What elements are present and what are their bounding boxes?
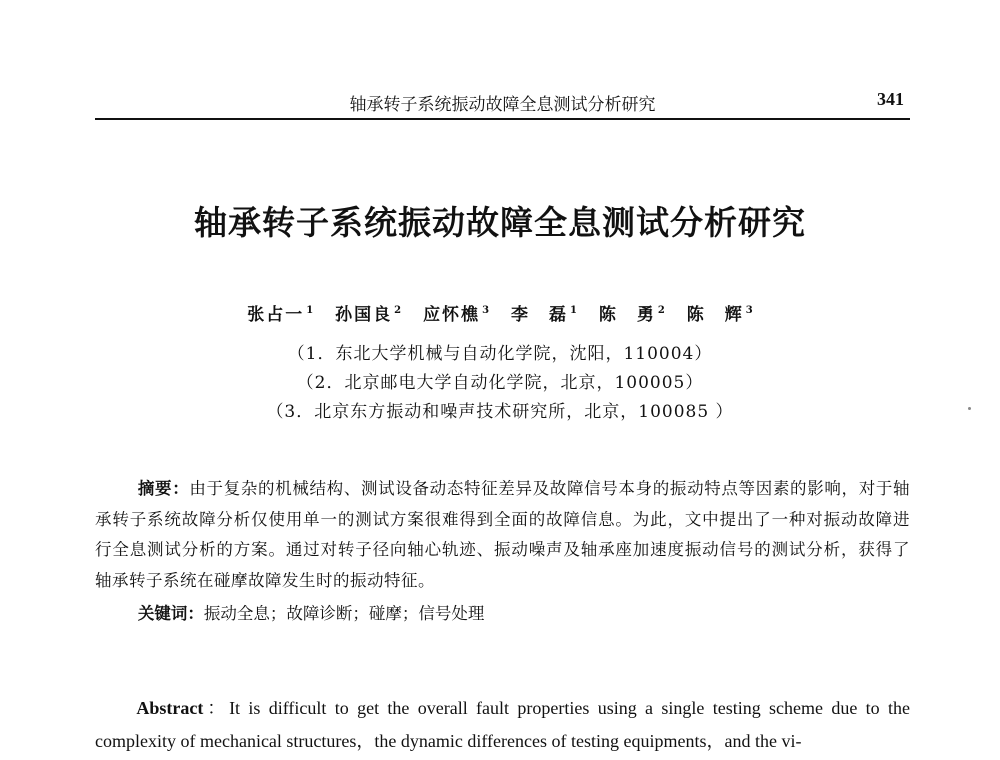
paper-title: 轴承转子系统振动故障全息测试分析研究 [194, 203, 806, 242]
author [335, 305, 401, 325]
author [423, 305, 489, 325]
affiliation-1: （1．东北大学机械与自动化学院，沈阳，110004） [287, 344, 713, 364]
author [247, 305, 313, 325]
author-name: 应怀樵 [423, 305, 481, 325]
abstract-en-separator: ： [203, 698, 230, 718]
chinese-abstract [95, 474, 910, 596]
keywords-cn-text: 振动全息；故障诊断；碰摩；信号处理 [203, 604, 485, 623]
author-name: 李 磊 [510, 305, 568, 325]
author-affiliation-mark: 2 [394, 305, 402, 317]
affiliation-2: （2．北京邮电大学自动化学院，北京，100005） [296, 373, 704, 393]
author-name: 张占一 [247, 305, 305, 325]
english-abstract [95, 692, 910, 758]
chinese-keywords [95, 600, 910, 624]
author-affiliation-mark: 1 [306, 305, 314, 317]
author [599, 305, 665, 325]
running-title: 轴承转子系统振动故障全息测试分析研究 [349, 95, 656, 115]
abstract-en-text: It is difficult to get the overall fault properties using a single testing scheme due to the complexity of mechanical structures，the dynamic differences of testing equipments，and the vi- [95, 698, 911, 751]
scan-speck [968, 407, 971, 410]
running-header [95, 88, 910, 120]
author-affiliation-mark: 2 [657, 305, 665, 317]
author-name: 孙国良 [335, 305, 393, 325]
author [687, 305, 753, 325]
author-affiliation-mark: 3 [482, 305, 490, 317]
keywords-cn-label: 关键词： [137, 604, 204, 623]
author-affiliation-mark: 1 [569, 305, 577, 317]
affiliation-3: （3．北京东方振动和噪声技术研究所，北京，100085 ） [266, 402, 734, 422]
author-affiliation-mark: 3 [745, 305, 753, 317]
page-number: 341 [877, 89, 904, 109]
author-list [0, 300, 1000, 325]
author-name: 陈 勇 [598, 305, 656, 325]
author [511, 305, 577, 325]
abstract-cn-label: 摘要： [137, 479, 190, 498]
abstract-en-label: Abstract [136, 698, 204, 718]
abstract-cn-text: 由于复杂的机械结构、测试设备动态特征差异及故障信号本身的振动特点等因素的影响，对于轴承转子系统故障分析仅使用单一的测试方案很难得到全面的故障信息。为此，文中提出了一种对振动故障进行全息测试分析的方案。通过对转子径向轴心轨迹、振动噪声及轴承座加速度振动信号的测试分析，获得了轴承转子系统在碰摩故障发生时的振动特征。 [95, 479, 911, 590]
author-name: 陈 辉 [686, 305, 744, 325]
